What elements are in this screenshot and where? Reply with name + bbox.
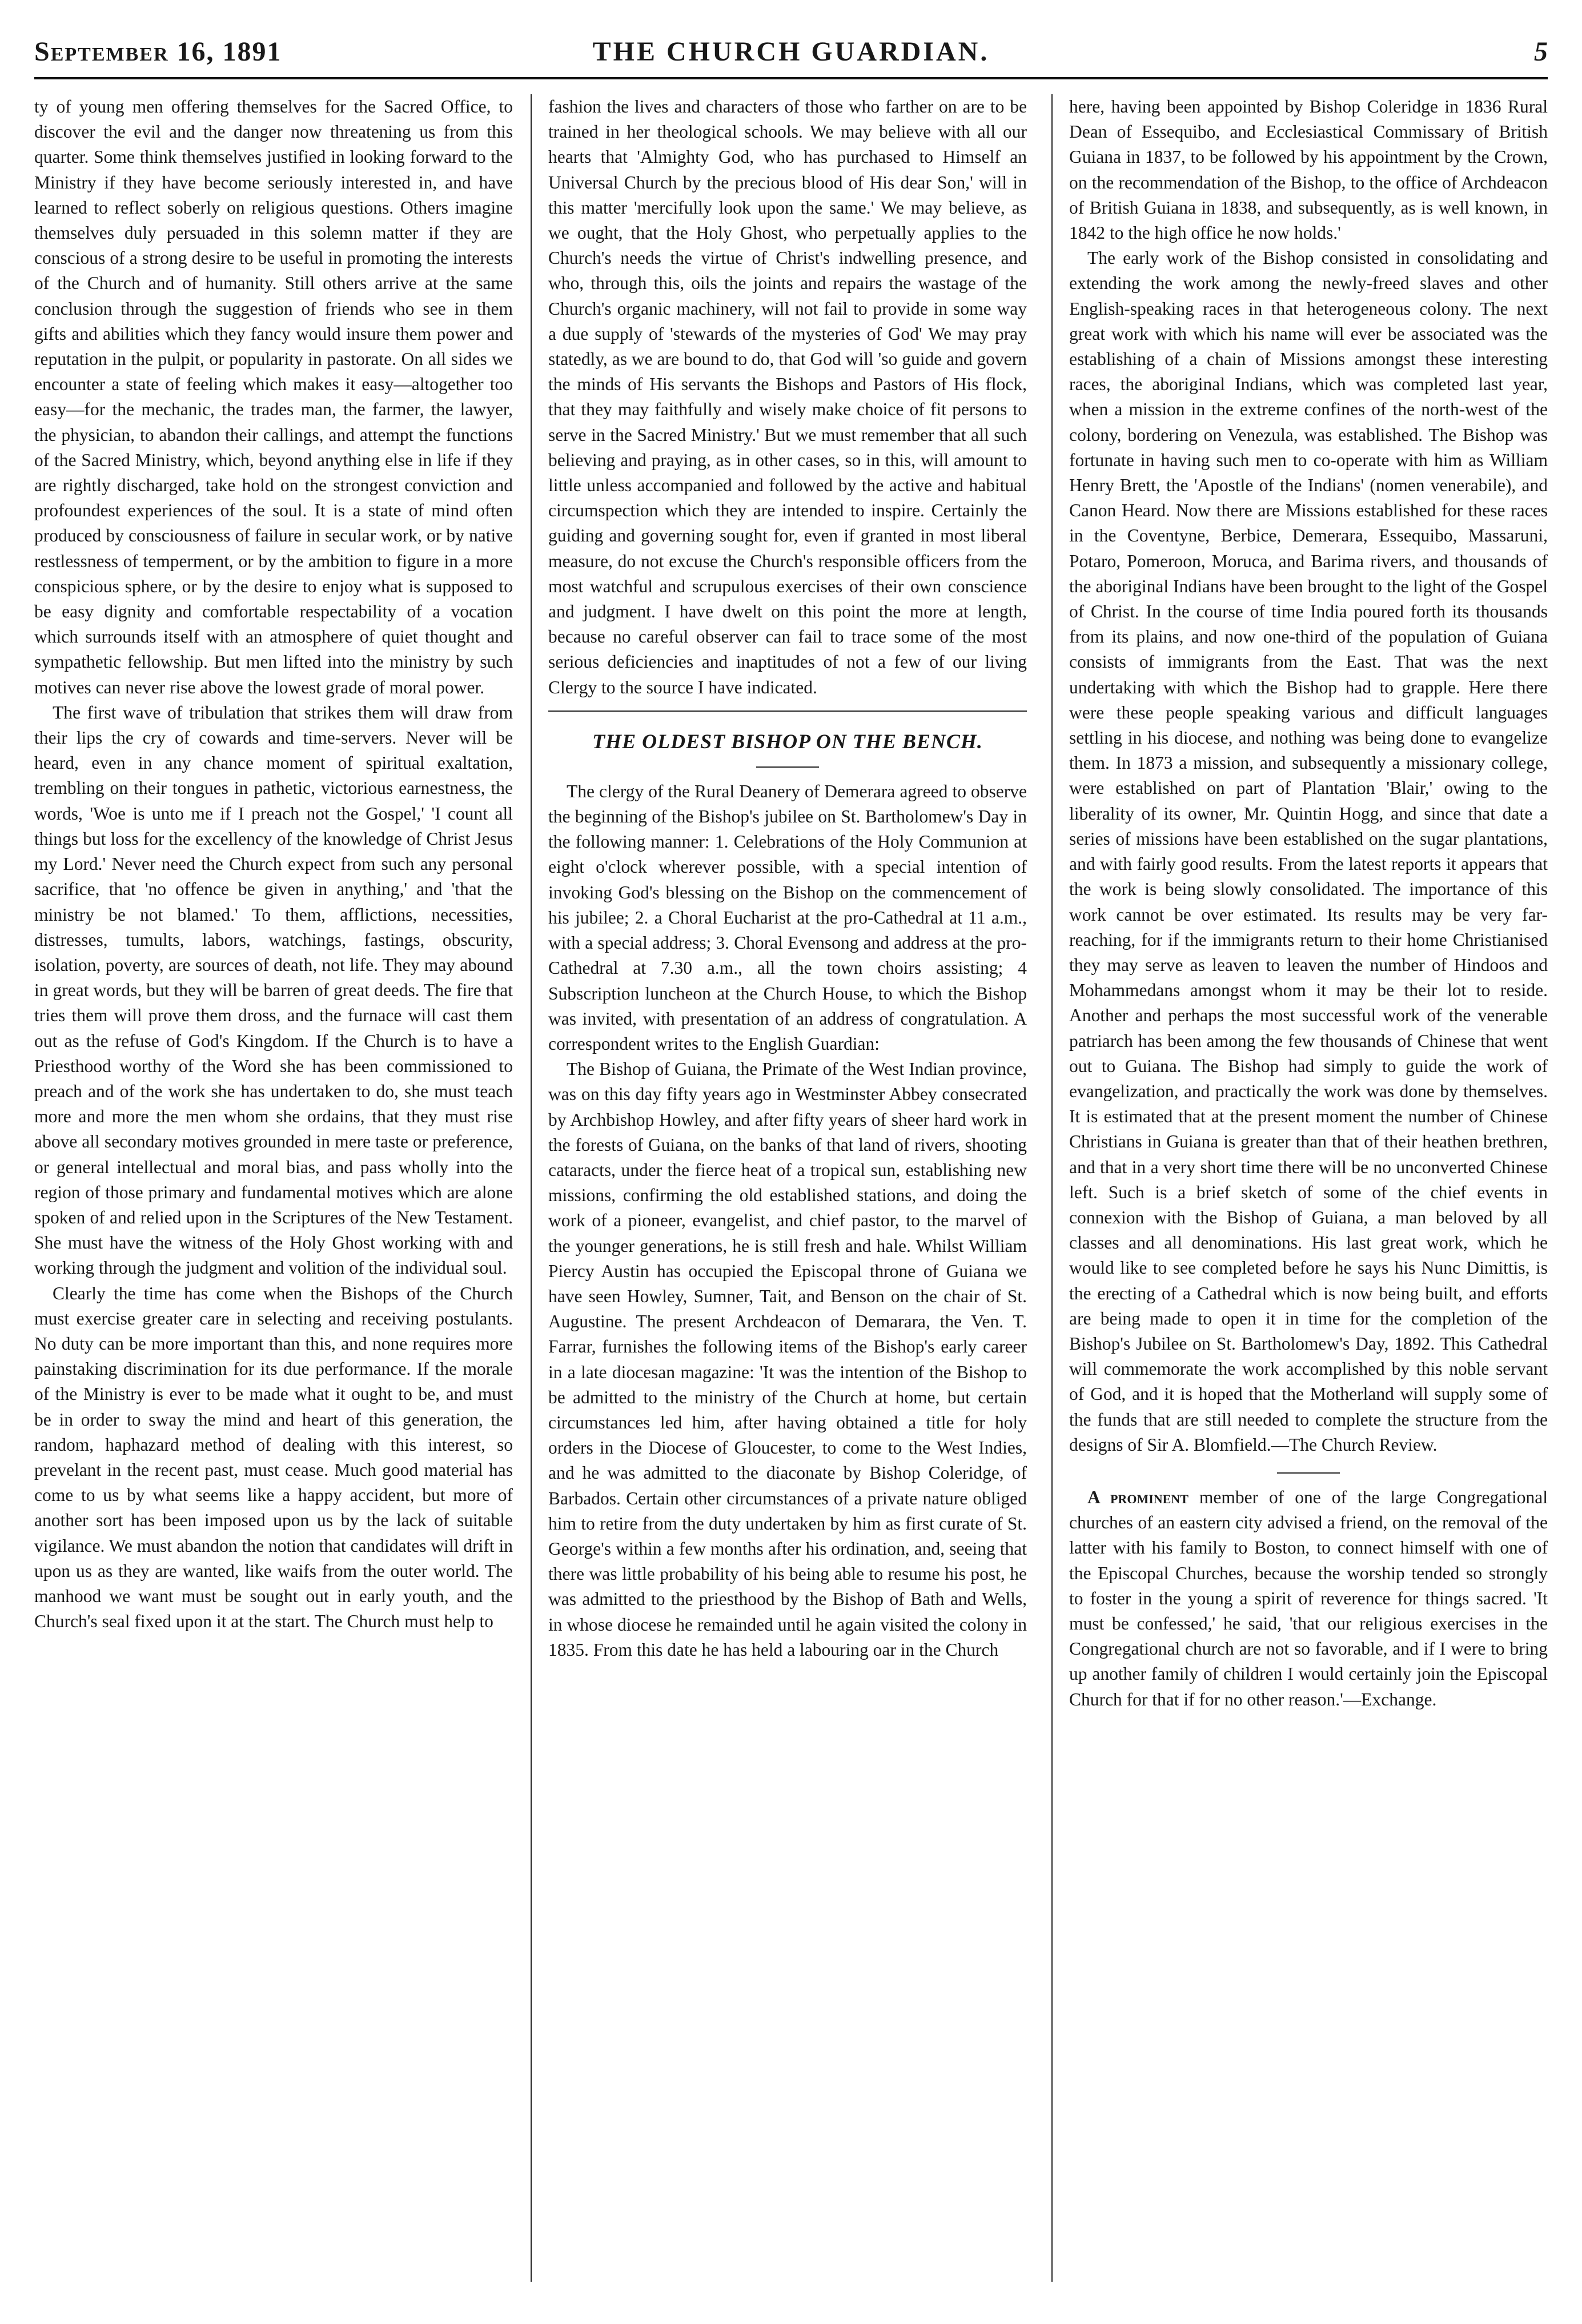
article-paragraph [1069,1485,1548,1712]
paragraph-text: member of one of the large Congregational churches of an eastern city advised a friend, on the removal of the latter with his family to Boston, to connect himself with one of the Episcopal Churches, because the worship tended so strongly to foster in the young a spirit of reverence for things sacred. 'It must be confessed,' he said, 'that our religious exercises in the Congregational church are not so favorable, and if I were to bring up another family of children I would certainly join the Episcopal Church for that if for no other reason.'—Exchange. [1069,1487,1548,1709]
section-divider [548,711,1027,712]
lead-words: A prominent [1087,1487,1188,1507]
heading-underline [756,766,819,768]
column-1 [34,94,513,2282]
column-3 [1069,94,1548,2282]
article-heading: THE OLDEST BISHOP ON THE BENCH. [592,729,983,753]
issue-date: September 16, 1891 [34,37,282,67]
article-paragraph: Clearly the time has come when the Bishops of the Church must exercise greater care in selecting and receiving postulants. No duty can be more important than this, and none requires more painstaking discrimination for its due performance. If the morale of the Ministry is ever to be made what it ought to be, and must be in order to sway the mind and heart of this generation, the random, haphazard method of dealing with this interest, so prevelant in the recent past, must cease. Much good material has come to us by what seems like a happy accident, but more of another sort has been imposed upon us by the lack of suitable vigilance. We must abandon the notion that candidates will drift in upon us as they are wanted, like waifs from the outer world. The manhood we want must be sought out in early youth, and the Church's seal fixed upon it at the start. The Church must help to [34,1283,513,1632]
article-paragraph: The first wave of tribulation that strikes them will draw from their lips the cry of cowards and time-servers. Never will be heard, even in any chance moment of spiritual exaltation, trembling on their tongues in pathetic, victorious earnestness, the words, 'Woe is unto me if I preach not the Gospel,' 'I count all things but loss for the excellency of the knowledge of Christ Jesus my Lord.' Never need the Church expect from such any personal sacrifice, that 'no offence be given in anything,' and 'that the ministry be not blamed.' To them, afflictions, necessities, distresses, tumults, labors, watchings, fastings, obscurity, isolation, poverty, are sources of death, not life. They may abound in great words, but they will be barren of great deeds. The fire that tries them will prove them dross, and the furnace will cast them out as the refuse of God's Kingdom. If the Church is to have a Priesthood worthy of the Word she has been commissioned to preach and of the work she has undertaken to do, she must teach more and more the men whom she ordains, that they must rise above all secondary motives grounded in mere taste or preference, or general intellectual and moral bias, and pass wholly into the region of those primary and fundamental motives which are alone spoken of and relied upon in the Scriptures of the New Testament. She must have the witness of the Holy Ghost working with and working through the judgment and volition of the individual soul. [34,702,513,1278]
column-2 [548,94,1027,2282]
newspaper-title: THE CHURCH GUARDIAN. [592,37,990,67]
section-divider [1277,1472,1340,1474]
article-paragraph: The early work of the Bishop consisted in consolidating and extending the work among the newly-freed slaves and other English-speaking races in that heterogeneous colony. The next great work with which his name will ever be associated was the establishing of a chain of Missions amongst these interesting races, the aboriginal Indians, which was completed last year, when a mission in the extreme confines of the north-west of the colony, bordering on Venezula, was established. The Bishop was fortunate in having such men to co-operate with him as William Henry Brett, the 'Apostle of the Indians' (nomen venerabile), and Canon Heard. Now there are Missions established for these races in the Coventyne, Berbice, Demerara, Essequibo, Massaruni, Potaro, Pomeroon, Moruca, and Barima rivers, and thousands of the aboriginal Indians have been brought to the light of the Gospel of Christ. In the course of time India poured forth its thousands from its plains, and now one-third of the population of Guiana consists of immigrants from the East. That was the next undertaking with which the Bishop had to grapple. Here there were these people speaking various and difficult languages settling in his diocese, and nothing was being done to evangelize them. In 1873 a mission, and subsequently a missionary college, were established on part of Plantation 'Blair,' owing to the liberality of its owner, Mr. Quintin Hogg, and since that date a series of missions have been established on the sugar plantations, and with fairly good results. From the latest reports it appears that the work is being slowly consolidated. The importance of this work cannot be over estimated. Its results may be very far-reaching, for if the immigrants return to their home Christianised they may serve as leaven to leaven the number of Hindoos and Mohammedans amongst whom it may be their lot to reside. Another and perhaps the most successful work of the venerable patriarch has been among the few thousands of Chinese that went out to Guiana. The Bishop had simply to guide the work of evangelization, and practically the work was done by themselves. It is estimated that at the present moment the number of Chinese Christians in Guiana is greater than that of their heathen brethren, and that in a very short time there will be no unconverted Chinese left. Such is a brief sketch of some of the chief events in connexion with the Bishop of Guiana, a man beloved by all classes and all denominations. His last great work, which he would like to see completed before he says his Nunc Dimittis, is the erecting of a Cathedral which is now being built, and efforts are being made to open it in time for the completion of the Bishop's Jubilee on St. Bartholomew's Day, 1892. This Cathedral will commemorate the work accomplished by this noble servant of God, and it is hoped that the Motherland will supply some of the funds that are still needed to complete the structure from the designs of Sir A. Blomfield.—The Church Review. [1069,248,1548,1455]
article-paragraph: The clergy of the Rural Deanery of Demerara agreed to observe the beginning of the Bishop's jubilee on St. Bartholomew's Day in the following manner: 1. Celebrations of the Holy Communion at eight o'clock wherever possible, with a special intention of invoking God's blessing on the Bishop on the commencement of his jubilee; 2. a Choral Eucharist at the pro-Cathedral at 11 a.m., with a special address; 3. Choral Evensong and address at the pro-Cathedral at 7.30 a.m., all the town choirs assisting; 4 Subscription luncheon at the Church House, to which the Bishop was invited, with presentation of an address of congratulation. A correspondent writes to the English Guardian: [548,781,1027,1054]
column-rule [1051,94,1053,2282]
column-rule [531,94,532,2282]
article-paragraph: The Bishop of Guiana, the Primate of the West Indian province, was on this day fifty years ago in Westminster Abbey consecrated by Archbishop Howley, and after fifty years of sheer hard work in the forests of Guiana, on the banks of that land of rivers, shooting cataracts, under the fierce heat of a tropical sun, establishing new missions, confirming the old established stations, and doing the work of a pioneer, evangelist, and chief pastor, to the marvel of the younger generations, he is still fresh and hale. Whilst William Piercy Austin has occupied the Episcopal throne of Guiana we have seen Howley, Sumner, Tait, and Benson on the chair of St. Augustine. The present Archdeacon of Demarara, the Ven. T. Farrar, furnishes the following items of the Bishop's early career in a late diocesan magazine: 'It was the intention of the Bishop to be admitted to the ministry of the Church at home, but certain circumstances led him, after having obtained a title for holy orders in the Diocese of Gloucester, to come to the West Indies, and he was admitted to the diaconate by Bishop Coleridge, of Barbados. Certain other circumstances of a private nature obliged him to retire from the duty undertaken by him as first curate of St. George's within a few months after his ordination, and, seeing that there was little probability of his being able to resume his post, he was admitted to the priesthood by the Bishop of Bath and Wells, in whose diocese he remainded until he again visited the colony in 1835. From this date he has held a labouring oar in the Church [548,1059,1027,1660]
article-paragraph: ty of young men offering themselves for the Sacred Office, to discover the evil and the danger now threatening us from this quarter. Some think themselves justified in looking forward to the Ministry if they have become seriously interested in, and have learned to reflect soberly on religious questions. Others imagine themselves duly persuaded in this solemn matter if they are conscious of a strong desire to be useful in promoting the interests of the Church and of humanity. Still others arrive at the same conclusion through the suggestion of friends who see in them gifts and abilities which they fancy would insure them power and reputation in the pulpit, or popularity in pastorate. On all sides we encounter a state of feeling which makes it easy—altogether too easy—for the mechanic, the trades man, the farmer, the lawyer, the physician, to abandon their callings, and attempt the functions of the Sacred Ministry, which, beyond anything else in life if they are rightly discharged, take hold on the strongest conviction and profoundest experiences of the soul. It is a state of mind often produced by consciousness of failure in secular work, or by native restlessness of temperment, or by the ambition to figure in a more conspicious sphere, or by the desire to enjoy what is supposed to be easy dignity and comfortable respectability of a vocation which surrounds itself with an atmosphere of quiet thought and sympathetic fellowship. But men lifted into the ministry by such motives can never rise above the lowest grade of moral power. [34,97,513,697]
article-paragraph: fashion the lives and characters of those who farther on are to be trained in her theological schools. We may believe with all our hearts that 'Almighty God, who has purchased to Himself an Universal Church by the precious blood of His dear Son,' will in this matter 'mercifully look upon the same.' We may believe, as we ought, that the Holy Ghost, who perpetually applies to the Church's needs the virtue of Christ's indwelling presence, and who, through this, oils the joints and repairs the wastage of the Church's organic machinery, will not fail to provide in some way a due supply of 'stewards of the mysteries of God' We may pray statedly, as we are bound to do, that God will 'so guide and govern the minds of His servants the Bishops and Pastors of His flock, that they may faithfully and wisely make choice of fit persons to serve in the Sacred Ministry.' But we must remember that all such believing and praying, as in other cases, so in this, will amount to little unless accompanied and followed by the active and habitual circumspection which they are intended to inspire. Certainly the guiding and governing sought for, even if granted in most liberal measure, do not excuse the Church's responsible officers from the most watchful and scrupulous exercises of their own conscience and judgment. I have dwelt on this point the more at length, because no careful observer can fail to trace some of the most serious deficiencies and inaptitudes of not a few of our living Clergy to the source I have indicated. [548,97,1027,697]
page-number: 5 [1534,37,1548,67]
masthead [34,31,1548,79]
article-paragraph: here, having been appointed by Bishop Coleridge in 1836 Rural Dean of Essequibo, and Ecclesiastical Commissary of British Guiana in 1837, to be followed by his appointment by the Crown, on the recommendation of the Bishop, to the office of Archdeacon of British Guiana in 1838, and subsequently, as is well known, in 1842 to the high office he now holds.' [1069,97,1548,243]
